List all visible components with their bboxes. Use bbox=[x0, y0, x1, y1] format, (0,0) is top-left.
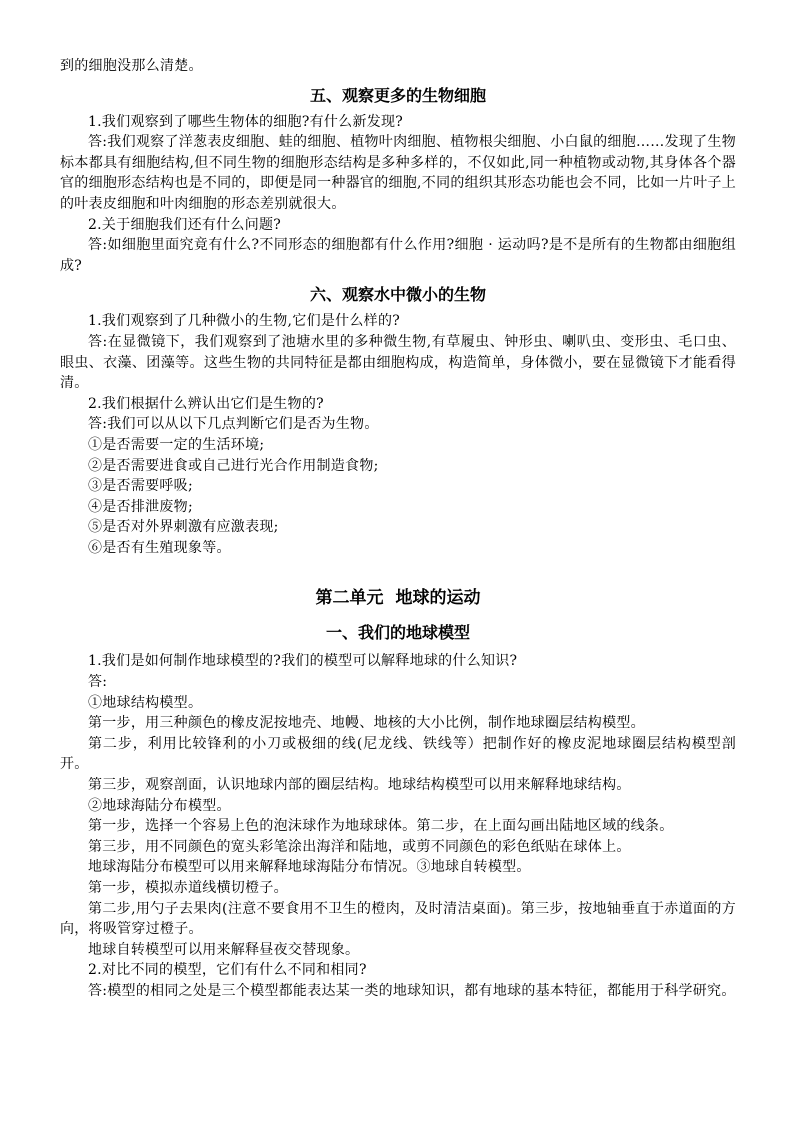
paragraph: 第一步，用三种颜色的橡皮泥按地壳、地幔、地核的大小比例，制作地球圈层结构模型。 bbox=[88, 715, 645, 732]
paragraph: ②是否需要进食或自己进行光合作用制造食物; bbox=[88, 457, 379, 474]
paragraph: 1.我们是如何制作地球模型的?我们的模型可以解释地球的什么知识? bbox=[88, 653, 518, 670]
paragraph: 地球自转模型可以用来解释昼夜交替现象。 bbox=[88, 941, 360, 958]
paragraph: 答:如细胞里面究竟有什么?不同形态的细胞都有什么作用?细胞 · 运动吗?是不是所有的生物都由细胞组成? bbox=[60, 237, 736, 274]
paragraph: 第三步，用不同颜色的宽头彩笔涂出海洋和陆地，或剪不同颜色的彩色纸贴在球体上。 bbox=[88, 838, 631, 855]
paragraph: ③是否需要呼吸; bbox=[88, 478, 193, 495]
document-page bbox=[60, 56, 736, 1002]
section-heading: 五、观察更多的生物细胞 bbox=[309, 85, 486, 105]
paragraph: 答:我们观察了洋葱表皮细胞、蛙的细胞、植物叶肉细胞、植物根尖细胞、小白鼠的细胞……发现了生物标本都具有细胞结构,但不同生物的细胞形态结构是多种多样的，不仅如此,同一种植物或动物,其身体各个器官的细胞形态结构也是不同的，即便是同一种器官的细胞,不同的组织其形态功能也会不同，比如一片叶子上的叶表皮细胞和叶肉细胞的形态差别就很大。 bbox=[60, 134, 736, 212]
paragraph: 地球海陆分布模型可以用来解释地球海陆分布情况。③地球自转模型。 bbox=[88, 859, 531, 876]
paragraph: ④是否排泄废物; bbox=[88, 498, 193, 515]
paragraph: 答:模型的相同之处是三个模型都能表达某一类的地球知识，都有地球的基本特征，都能用于科学研究。 bbox=[88, 982, 736, 999]
paragraph: 第一步，模拟赤道线横切橙子。 bbox=[88, 880, 288, 896]
paragraph: ①是否需要一定的生活环境; bbox=[88, 436, 265, 453]
paragraph: 答: bbox=[88, 674, 108, 691]
paragraph: 2.对比不同的模型，它们有什么不同和相同? bbox=[88, 962, 367, 979]
paragraph: 到的细胞没那么清楚。 bbox=[60, 58, 203, 74]
paragraph: 答:我们可以从以下几点判断它们是否为生物。 bbox=[88, 416, 379, 433]
section-heading: 一、我们的地球模型 bbox=[325, 623, 470, 643]
paragraph: 1.我们观察到了几种微小的生物,它们是什么样的? bbox=[88, 313, 401, 330]
unit-number: 第二单元 bbox=[315, 588, 384, 609]
paragraph: 答:在显微镜下，我们观察到了池塘水里的多种微生物,有草履虫、钟形虫、喇叭虫、变形虫、毛口虫、眼虫、衣藻、团藻等。这些生物的共同特征是都由细胞构成，构造简单，身体微小，要在显微镜下才能看得清。 bbox=[60, 333, 736, 392]
paragraph: ⑥是否有生殖现象等。 bbox=[88, 539, 231, 556]
paragraph: 第三步，观察剖面，认识地球内部的圈层结构。地球结构模型可以用来解释地球结构。 bbox=[88, 777, 631, 794]
paragraph: 2.关于细胞我们还有什么问题? bbox=[88, 216, 282, 233]
paragraph: ①地球结构模型。 bbox=[88, 694, 203, 711]
paragraph: 2.我们根据什么辨认出它们是生物的? bbox=[88, 395, 324, 412]
paragraph: ⑤是否对外界刺激有应激表现; bbox=[88, 519, 279, 536]
unit-title bbox=[60, 585, 736, 611]
paragraph: 第二步，利用比较锋利的小刀或极细的线(尼龙线、铁线等）把制作好的橡皮泥地球圈层结构模型剖开。 bbox=[60, 735, 736, 773]
paragraph: 1.我们观察到了哪些生物体的细胞?有什么新发现? bbox=[88, 113, 404, 130]
section-heading: 六、观察水中微小的生物 bbox=[309, 285, 486, 305]
paragraph: 第二步,用勺子去果肉(注意不要食用不卫生的橙肉，及时清洁桌面)。第三步，按地轴垂直于赤道面的方向，将吸管穿过橙子。 bbox=[60, 900, 736, 938]
paragraph: 第一步，选择一个容易上色的泡沫球作为地球球体。第二步，在上面勾画出陆地区域的线条。 bbox=[88, 818, 674, 835]
paragraph: ②地球海陆分布模型。 bbox=[88, 797, 231, 814]
unit-name: 地球的运动 bbox=[395, 588, 481, 609]
